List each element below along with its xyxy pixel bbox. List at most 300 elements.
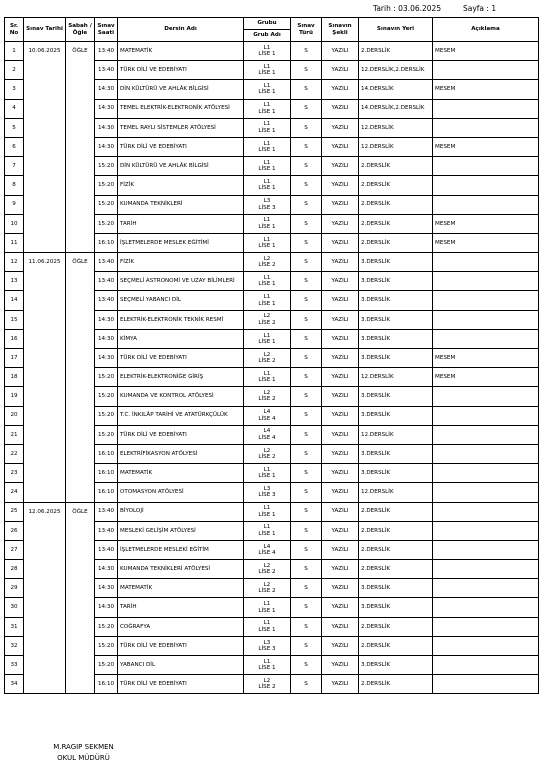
cell-ders-adi: MATEMATİK	[118, 42, 244, 61]
cell-ders-adi: OTOMASYON ATÖLYESİ	[118, 483, 244, 502]
cell-sinav-sekli: YAZILI	[322, 61, 359, 80]
cell-sr-no: 29	[5, 579, 24, 598]
group-code: L1	[263, 601, 271, 608]
cell-sinav-yeri: 3.DERSLİK	[359, 253, 433, 272]
cell-sinav-tarihi: 12.06.2025	[24, 502, 66, 694]
group-name: LİSE 1	[258, 51, 276, 58]
cell-sinav-turu: S	[291, 137, 322, 156]
cell-sinav-sekli: YAZILI	[322, 118, 359, 137]
cell-grubu	[244, 444, 291, 463]
cell-grubu	[244, 521, 291, 540]
cell-ders-adi: TARİH	[118, 214, 244, 233]
cell-grubu	[244, 42, 291, 61]
cell-sinav-turu: S	[291, 368, 322, 387]
cell-sinav-turu: S	[291, 387, 322, 406]
cell-sabah-ogle: ÖĞLE	[66, 253, 95, 502]
cell-grubu	[244, 656, 291, 675]
cell-grubu	[244, 425, 291, 444]
cell-grubu	[244, 61, 291, 80]
group-name: LİSE 2	[258, 588, 276, 595]
report-date: Tarih : 03.06.2025	[373, 4, 442, 13]
group-code: L2	[263, 562, 271, 569]
cell-sinav-yeri: 12.DERSLİK,2.DERSLİK	[359, 61, 433, 80]
cell-ders-adi: MESLEKİ GELİŞİM ATÖLYESİ	[118, 521, 244, 540]
cell-aciklama	[433, 310, 539, 329]
cell-grubu	[244, 310, 291, 329]
cell-sinav-saati: 13:40	[95, 521, 118, 540]
cell-ders-adi: TÜRK DİLİ VE EDEBİYATI	[118, 425, 244, 444]
cell-sinav-saati: 16:10	[95, 675, 118, 694]
cell-sinav-yeri: 12.DERSLİK	[359, 137, 433, 156]
signature-name: M.RAGIP SEKMEN	[53, 743, 114, 751]
group-name: LİSE 2	[258, 396, 276, 403]
cell-sinav-tarihi: 11.06.2025	[24, 253, 66, 502]
cell-ders-adi: BİYOLOJİ	[118, 502, 244, 521]
group-code: L1	[263, 332, 271, 339]
cell-sinav-saati: 16:10	[95, 483, 118, 502]
col-header-aciklama: Açıklama	[433, 18, 539, 42]
cell-ders-adi: ELEKTRİK-ELEKTRONİĞE GİRİŞ	[118, 368, 244, 387]
cell-sr-no: 27	[5, 540, 24, 559]
cell-sinav-saati: 13:40	[95, 61, 118, 80]
cell-sr-no: 21	[5, 425, 24, 444]
cell-sinav-turu: S	[291, 118, 322, 137]
col-header-sinav-turu: Sınav Türü	[291, 18, 322, 42]
col-header-sabah-ogle: Sabah / Öğle	[66, 18, 95, 42]
group-name: LİSE 1	[258, 281, 276, 288]
group-name: LİSE 1	[258, 223, 276, 230]
cell-sinav-saati: 14:30	[95, 579, 118, 598]
cell-aciklama	[433, 329, 539, 348]
cell-sinav-turu: S	[291, 253, 322, 272]
cell-aciklama	[433, 444, 539, 463]
group-code: L3	[263, 639, 271, 646]
cell-sinav-tarihi: 10.06.2025	[24, 42, 66, 253]
cell-grubu	[244, 560, 291, 579]
cell-sinav-turu: S	[291, 579, 322, 598]
cell-grubu	[244, 80, 291, 99]
cell-sinav-sekli: YAZILI	[322, 675, 359, 694]
cell-aciklama	[433, 464, 539, 483]
cell-sinav-yeri: 3.DERSLİK	[359, 310, 433, 329]
cell-ders-adi: İŞLETMELERDE MESLEK EĞİTİMİ	[118, 233, 244, 252]
group-code: L1	[263, 179, 271, 185]
cell-aciklama: MESEM	[433, 349, 539, 368]
cell-sinav-saati: 13:40	[95, 272, 118, 291]
cell-sinav-yeri: 3.DERSLİK	[359, 349, 433, 368]
cell-sinav-yeri: 3.DERSLİK	[359, 579, 433, 598]
group-name: LİSE 2	[258, 454, 276, 461]
cell-grubu	[244, 636, 291, 655]
cell-sinav-sekli: YAZILI	[322, 521, 359, 540]
cell-ders-adi: SEÇMELİ YABANCI DİL	[118, 291, 244, 310]
cell-grubu	[244, 406, 291, 425]
group-code: L1	[263, 274, 271, 281]
cell-sinav-saati: 15:20	[95, 425, 118, 444]
cell-sinav-yeri: 14.DERSLİK	[359, 80, 433, 99]
cell-sinav-sekli: YAZILI	[322, 310, 359, 329]
group-code: L1	[263, 159, 271, 166]
cell-sr-no: 19	[5, 387, 24, 406]
group-name: LİSE 2	[258, 262, 276, 269]
cell-grubu	[244, 464, 291, 483]
cell-sinav-turu: S	[291, 540, 322, 559]
group-name: LİSE 3	[258, 492, 276, 499]
cell-sr-no: 9	[5, 195, 24, 214]
signature-title: OKUL MÜDÜRÜ	[57, 754, 110, 762]
cell-sinav-turu: S	[291, 521, 322, 540]
cell-sinav-saati: 13:40	[95, 540, 118, 559]
col-header-sinav-yeri: Sınavın Yeri	[359, 18, 433, 42]
cell-sinav-sekli: YAZILI	[322, 579, 359, 598]
group-code: L1	[263, 620, 271, 627]
cell-grubu	[244, 579, 291, 598]
cell-sinav-yeri: 3.DERSLİK	[359, 387, 433, 406]
cell-ders-adi: YABANCI DİL	[118, 656, 244, 675]
cell-sinav-turu: S	[291, 617, 322, 636]
group-code: L1	[263, 140, 271, 147]
cell-ders-adi: MATEMATİK	[118, 464, 244, 483]
cell-sinav-turu: S	[291, 406, 322, 425]
cell-ders-adi: TEMEL ELEKTRİK-ELEKTRONİK ATÖLYESİ	[118, 99, 244, 118]
cell-sr-no: 6	[5, 137, 24, 156]
cell-sr-no: 33	[5, 656, 24, 675]
cell-sinav-yeri: 3.DERSLİK	[359, 444, 433, 463]
cell-sinav-saati: 15:20	[95, 157, 118, 176]
cell-sinav-saati: 15:20	[95, 656, 118, 675]
cell-aciklama	[433, 521, 539, 540]
cell-sinav-saati: 14:30	[95, 137, 118, 156]
cell-sr-no: 14	[5, 291, 24, 310]
group-name: LİSE 1	[258, 473, 276, 480]
cell-sinav-yeri: 2.DERSLİK	[359, 157, 433, 176]
group-name: LİSE 3	[258, 204, 276, 211]
cell-ders-adi: KİMYA	[118, 329, 244, 348]
cell-sinav-turu: S	[291, 636, 322, 655]
group-code: L1	[263, 83, 271, 90]
group-code: L1	[263, 294, 271, 301]
cell-aciklama	[433, 195, 539, 214]
cell-ders-adi: COĞRAFYA	[118, 617, 244, 636]
cell-ders-adi: KUMANDA TEKNİKLERİ	[118, 195, 244, 214]
group-name: LİSE 3	[258, 645, 276, 652]
cell-sinav-sekli: YAZILI	[322, 598, 359, 617]
table-row	[5, 253, 539, 272]
cell-sr-no: 28	[5, 560, 24, 579]
cell-aciklama	[433, 406, 539, 425]
group-code: L2	[263, 677, 271, 684]
group-code: L1	[263, 102, 271, 109]
cell-aciklama: MESEM	[433, 137, 539, 156]
cell-sr-no: 25	[5, 502, 24, 521]
cell-sinav-sekli: YAZILI	[322, 176, 359, 195]
group-code: L1	[263, 44, 271, 51]
group-code: L2	[263, 313, 271, 320]
cell-ders-adi: TÜRK DİLİ VE EDEBİYATI	[118, 675, 244, 694]
cell-sinav-saati: 16:10	[95, 444, 118, 463]
cell-sinav-saati: 15:20	[95, 617, 118, 636]
cell-sinav-saati: 15:20	[95, 406, 118, 425]
cell-sinav-sekli: YAZILI	[322, 253, 359, 272]
col-header-ders-adi: Dersin Adı	[118, 18, 244, 42]
cell-grubu	[244, 137, 291, 156]
cell-sinav-saati: 14:30	[95, 560, 118, 579]
cell-sr-no: 3	[5, 80, 24, 99]
cell-aciklama: MESEM	[433, 368, 539, 387]
cell-grubu	[244, 176, 291, 195]
cell-grubu	[244, 598, 291, 617]
cell-aciklama	[433, 291, 539, 310]
cell-sinav-yeri: 12.DERSLİK	[359, 118, 433, 137]
cell-sinav-turu: S	[291, 61, 322, 80]
cell-sinav-yeri: 2.DERSLİK	[359, 560, 433, 579]
cell-sinav-yeri: 3.DERSLİK	[359, 656, 433, 675]
cell-ders-adi: MATEMATİK	[118, 579, 244, 598]
cell-sinav-sekli: YAZILI	[322, 483, 359, 502]
cell-sinav-sekli: YAZILI	[322, 368, 359, 387]
cell-sabah-ogle: ÖĞLE	[66, 502, 95, 694]
cell-sr-no: 2	[5, 61, 24, 80]
cell-aciklama	[433, 483, 539, 502]
group-name: LİSE 2	[258, 684, 276, 691]
cell-sinav-turu: S	[291, 598, 322, 617]
cell-grubu	[244, 617, 291, 636]
cell-sinav-saati: 16:10	[95, 464, 118, 483]
group-name: LİSE 1	[258, 166, 276, 173]
cell-sinav-turu: S	[291, 233, 322, 252]
cell-sinav-turu: S	[291, 42, 322, 61]
cell-sinav-yeri: 3.DERSLİK	[359, 272, 433, 291]
cell-aciklama	[433, 425, 539, 444]
cell-sinav-yeri: 3.DERSLİK	[359, 598, 433, 617]
cell-sinav-saati: 14:30	[95, 349, 118, 368]
cell-sinav-sekli: YAZILI	[322, 656, 359, 675]
cell-aciklama	[433, 157, 539, 176]
cell-sinav-sekli: YAZILI	[322, 617, 359, 636]
cell-sinav-saati: 15:20	[95, 368, 118, 387]
cell-aciklama	[433, 118, 539, 137]
cell-sinav-yeri: 12.DERSLİK	[359, 483, 433, 502]
cell-sinav-saati: 13:40	[95, 502, 118, 521]
cell-aciklama	[433, 656, 539, 675]
cell-sinav-sekli: YAZILI	[322, 636, 359, 655]
group-name: LİSE 1	[258, 108, 276, 115]
cell-ders-adi: TÜRK DİLİ VE EDEBİYATI	[118, 61, 244, 80]
cell-sinav-turu: S	[291, 329, 322, 348]
col-header-sinav-saati: Sınav Saati	[95, 18, 118, 42]
cell-sinav-sekli: YAZILI	[322, 502, 359, 521]
cell-grubu	[244, 483, 291, 502]
cell-aciklama	[433, 560, 539, 579]
cell-aciklama	[433, 598, 539, 617]
group-name: LİSE 1	[258, 89, 276, 96]
cell-sinav-yeri: 2.DERSLİK	[359, 521, 433, 540]
cell-sinav-sekli: YAZILI	[322, 137, 359, 156]
cell-sinav-saati: 13:40	[95, 253, 118, 272]
cell-grubu	[244, 99, 291, 118]
group-code: L2	[263, 447, 271, 454]
cell-sr-no: 12	[5, 253, 24, 272]
cell-sr-no: 1	[5, 42, 24, 61]
cell-aciklama	[433, 99, 539, 118]
cell-sr-no: 15	[5, 310, 24, 329]
group-code: L2	[263, 581, 271, 588]
cell-ders-adi: TÜRK DİLİ VE EDEBİYATI	[118, 137, 244, 156]
cell-sinav-sekli: YAZILI	[322, 387, 359, 406]
col-header-sinav-sekli: Sınavın Şekli	[322, 18, 359, 42]
cell-sinav-turu: S	[291, 214, 322, 233]
cell-sinav-turu: S	[291, 176, 322, 195]
cell-sinav-turu: S	[291, 502, 322, 521]
group-name: LİSE 2	[258, 569, 276, 576]
cell-sinav-turu: S	[291, 464, 322, 483]
cell-ders-adi: DİN KÜLTÜRÜ VE AHLÂK BİLGİSİ	[118, 80, 244, 99]
group-name: LİSE 4	[258, 549, 276, 556]
group-name: LİSE 1	[258, 147, 276, 154]
group-code: L4	[263, 543, 271, 550]
group-code: L1	[263, 524, 271, 531]
cell-sr-no: 26	[5, 521, 24, 540]
cell-grubu	[244, 540, 291, 559]
cell-sinav-sekli: YAZILI	[322, 425, 359, 444]
cell-aciklama	[433, 176, 539, 195]
cell-sr-no: 24	[5, 483, 24, 502]
cell-sinav-turu: S	[291, 349, 322, 368]
cell-sr-no: 10	[5, 214, 24, 233]
cell-sinav-yeri: 2.DERSLİK	[359, 617, 433, 636]
cell-sinav-sekli: YAZILI	[322, 329, 359, 348]
group-code: L4	[263, 409, 271, 416]
cell-sinav-sekli: YAZILI	[322, 42, 359, 61]
group-name: LİSE 1	[258, 127, 276, 134]
cell-ders-adi: DİN KÜLTÜRÜ VE AHLÂK BİLGİSİ	[118, 157, 244, 176]
cell-sinav-yeri: 2.DERSLİK	[359, 540, 433, 559]
col-header-sinav-tarihi: Sınav Tarihi	[24, 18, 66, 42]
cell-sinav-yeri: 2.DERSLİK	[359, 233, 433, 252]
cell-sinav-yeri: 12.DERSLİK	[359, 368, 433, 387]
group-name: LİSE 1	[258, 242, 276, 249]
cell-grubu	[244, 349, 291, 368]
group-name: LİSE 1	[258, 300, 276, 307]
group-code: L2	[263, 390, 271, 397]
cell-aciklama	[433, 579, 539, 598]
cell-sinav-turu: S	[291, 195, 322, 214]
cell-aciklama	[433, 272, 539, 291]
cell-sr-no: 16	[5, 329, 24, 348]
group-name: LİSE 1	[258, 185, 276, 192]
group-name: LİSE 2	[258, 358, 276, 365]
cell-sr-no: 32	[5, 636, 24, 655]
group-code: L2	[263, 351, 271, 358]
group-name: LİSE 2	[258, 319, 276, 326]
col-header-grubu: Grubu	[244, 18, 291, 30]
cell-sinav-turu: S	[291, 272, 322, 291]
table-body	[5, 42, 539, 694]
cell-sinav-yeri: 2.DERSLİK	[359, 636, 433, 655]
group-code: L2	[263, 255, 271, 262]
cell-sinav-turu: S	[291, 444, 322, 463]
col-header-sr-no: Sr. No	[5, 18, 24, 42]
table-row	[5, 502, 539, 521]
cell-sabah-ogle: ÖĞLE	[66, 42, 95, 253]
group-code: L1	[263, 217, 271, 224]
cell-aciklama	[433, 61, 539, 80]
cell-sinav-sekli: YAZILI	[322, 464, 359, 483]
cell-sinav-yeri: 2.DERSLİK	[359, 195, 433, 214]
cell-sinav-sekli: YAZILI	[322, 444, 359, 463]
cell-aciklama	[433, 617, 539, 636]
cell-aciklama	[433, 675, 539, 694]
col-header-grub-adi: Grub Adı	[244, 30, 291, 42]
cell-ders-adi: KUMANDA VE KONTROL ATÖLYESİ	[118, 387, 244, 406]
page-number: Sayfa : 1	[463, 4, 497, 13]
cell-sr-no: 8	[5, 176, 24, 195]
cell-sinav-saati: 15:20	[95, 636, 118, 655]
cell-grubu	[244, 502, 291, 521]
cell-sinav-turu: S	[291, 425, 322, 444]
group-code: L1	[263, 658, 271, 665]
cell-sinav-yeri: 3.DERSLİK	[359, 406, 433, 425]
exam-schedule-table	[4, 17, 539, 694]
cell-aciklama	[433, 636, 539, 655]
group-name: LİSE 4	[258, 415, 276, 422]
cell-grubu	[244, 253, 291, 272]
cell-aciklama	[433, 253, 539, 272]
cell-sinav-saati: 15:20	[95, 387, 118, 406]
cell-ders-adi: TARİH	[118, 598, 244, 617]
cell-sinav-turu: S	[291, 310, 322, 329]
group-name: LİSE 1	[258, 607, 276, 614]
cell-sinav-sekli: YAZILI	[322, 80, 359, 99]
cell-sinav-yeri: 14.DERSLİK,2.DERSLİK	[359, 99, 433, 118]
cell-grubu	[244, 157, 291, 176]
cell-sinav-sekli: YAZILI	[322, 214, 359, 233]
group-name: LİSE 1	[258, 338, 276, 345]
cell-aciklama: MESEM	[433, 80, 539, 99]
cell-sinav-turu: S	[291, 656, 322, 675]
cell-sinav-saati: 14:30	[95, 118, 118, 137]
cell-sinav-yeri: 2.DERSLİK	[359, 214, 433, 233]
cell-sinav-sekli: YAZILI	[322, 349, 359, 368]
table-row	[5, 42, 539, 61]
cell-sr-no: 22	[5, 444, 24, 463]
cell-sinav-saati: 14:30	[95, 80, 118, 99]
cell-sinav-yeri: 3.DERSLİK	[359, 329, 433, 348]
cell-sinav-saati: 13:40	[95, 291, 118, 310]
cell-sinav-turu: S	[291, 157, 322, 176]
cell-ders-adi: İŞLETMELERDE MESLEKİ EĞİTİM	[118, 540, 244, 559]
cell-sinav-sekli: YAZILI	[322, 195, 359, 214]
cell-grubu	[244, 233, 291, 252]
group-code: L1	[263, 505, 271, 512]
cell-ders-adi: FİZİK	[118, 253, 244, 272]
cell-sinav-yeri: 12.DERSLİK	[359, 425, 433, 444]
cell-sinav-saati: 15:20	[95, 195, 118, 214]
group-code: L1	[263, 121, 271, 128]
cell-sr-no: 31	[5, 617, 24, 636]
cell-aciklama	[433, 540, 539, 559]
cell-sinav-turu: S	[291, 99, 322, 118]
cell-sinav-turu: S	[291, 483, 322, 502]
group-name: LİSE 1	[258, 665, 276, 672]
cell-sr-no: 30	[5, 598, 24, 617]
cell-sinav-sekli: YAZILI	[322, 560, 359, 579]
group-code: L1	[263, 370, 271, 377]
group-name: LİSE 1	[258, 377, 276, 384]
cell-sr-no: 7	[5, 157, 24, 176]
cell-sr-no: 5	[5, 118, 24, 137]
cell-aciklama: MESEM	[433, 42, 539, 61]
